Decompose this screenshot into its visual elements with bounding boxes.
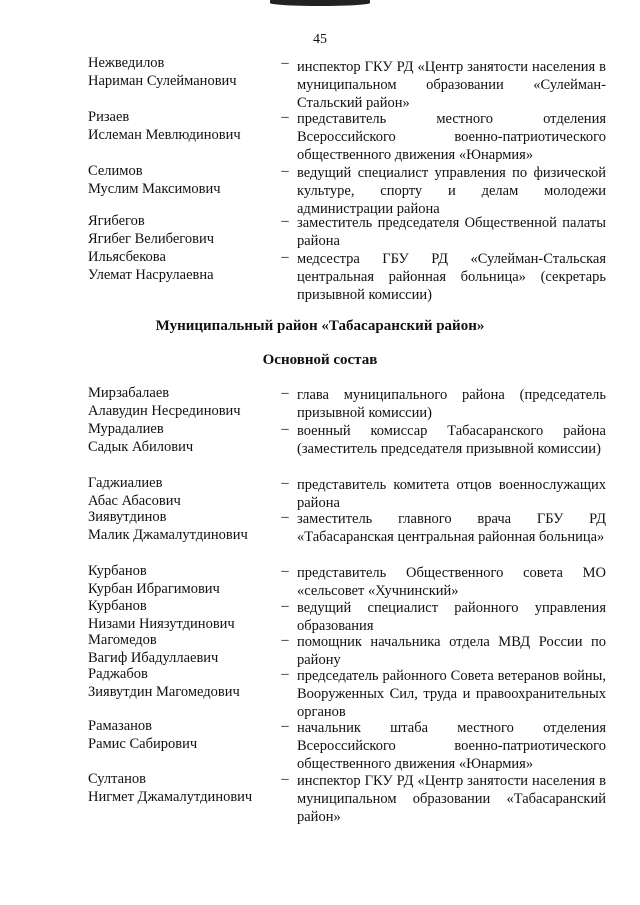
- district-heading: Муниципальный район «Табасаранский район»: [155, 318, 485, 334]
- dash: –: [281, 563, 289, 579]
- dash: –: [281, 718, 289, 734]
- member-name: [88, 597, 278, 633]
- member-name: [88, 248, 278, 284]
- page-number: 45: [313, 32, 327, 47]
- member-given-name: Алавудин Несрединович: [88, 403, 241, 419]
- member-surname: Курбанов: [88, 598, 147, 614]
- member-role: ведущий специалист районного управления образования: [297, 600, 606, 634]
- member-given-name: Ислеман Мевлюдинович: [88, 127, 241, 143]
- member-given-name: Садык Абилович: [88, 439, 194, 455]
- dash: –: [281, 632, 289, 648]
- member-role: военный комиссар Табасаранского района (заместитель председателя призывной комиссии): [297, 423, 606, 457]
- member-name: [88, 420, 278, 456]
- member-name: [88, 162, 278, 198]
- member-name: [88, 108, 278, 144]
- dash: –: [281, 213, 289, 229]
- member-role: инспектор ГКУ РД «Центр занятости населения в муниципальном образовании «Сулейман-Стальский район»: [297, 59, 606, 111]
- member-surname: Ризаев: [88, 109, 130, 125]
- member-role: начальник штаба местного отделения Всероссийского военно-патриотического общественного движения «Юнармия»: [297, 720, 606, 772]
- composition-heading: Основной состав: [262, 352, 378, 368]
- member-given-name: Вагиф Ибадуллаевич: [88, 650, 219, 666]
- member-given-name: Ягибег Велибегович: [88, 231, 215, 247]
- member-name: [88, 717, 278, 753]
- dash: –: [281, 163, 289, 179]
- member-role: инспектор ГКУ РД «Центр занятости населения в муниципальном образовании «Табасаранский район»: [297, 773, 606, 825]
- member-role: заместитель председателя Общественной палаты района: [297, 215, 606, 249]
- member-role: представитель местного отделения Всероссийского военно-патриотического общественного движения «Юнармия»: [297, 111, 606, 163]
- member-surname: Ильясбекова: [88, 249, 166, 265]
- member-surname: Нежведилов: [88, 55, 165, 71]
- dash: –: [281, 109, 289, 125]
- dash: –: [281, 55, 289, 71]
- dash: –: [281, 385, 289, 401]
- dash: –: [281, 249, 289, 265]
- dash: –: [281, 475, 289, 491]
- member-given-name: Нариман Сулейманович: [88, 73, 237, 89]
- member-name: [88, 474, 278, 510]
- member-role: медсестра ГБУ РД «Сулейман-Стальская центральная районная больница» (секретарь призывной комиссии): [297, 251, 606, 303]
- member-given-name: Улемат Насрулаевна: [88, 267, 214, 283]
- member-given-name: Курбан Ибрагимович: [88, 581, 220, 597]
- member-name: [88, 562, 278, 598]
- member-name: [88, 770, 278, 806]
- member-surname: Гаджиалиев: [88, 475, 163, 491]
- member-surname: Султанов: [88, 771, 146, 787]
- dash: –: [281, 771, 289, 787]
- member-surname: Мирзабалаев: [88, 385, 170, 401]
- member-given-name: Абас Абасович: [88, 493, 181, 509]
- member-role: представитель Общественного совета МО «сельсовет «Хучнинский»: [297, 565, 606, 599]
- member-role: помощник начальника отдела МВД России по району: [297, 634, 606, 668]
- member-given-name: Муслим Максимович: [88, 181, 221, 197]
- member-role: заместитель главного врача ГБУ РД «Табасаранская центральная районная больница»: [297, 511, 606, 545]
- dash: –: [281, 666, 289, 682]
- member-name: [88, 508, 278, 544]
- member-surname: Селимов: [88, 163, 143, 179]
- dash: –: [281, 598, 289, 614]
- dash: –: [281, 509, 289, 525]
- member-given-name: Зиявутдин Магомедович: [88, 684, 240, 700]
- member-name: [88, 631, 278, 667]
- member-role: глава муниципального района (председатель призывной комиссии): [297, 387, 606, 421]
- member-name: [88, 212, 278, 248]
- member-surname: Мурадалиев: [88, 421, 164, 437]
- member-role: председатель районного Совета ветеранов войны, Вооруженных Сил, труда и правоохранительных органов: [297, 668, 606, 720]
- scan-top-mark: [270, 0, 370, 6]
- member-name: [88, 384, 278, 420]
- member-surname: Ягибегов: [88, 213, 145, 229]
- member-role: ведущий специалист управления по физической культуре, спорту и делам молодежи администрации района: [297, 165, 606, 217]
- member-role: представитель комитета отцов военнослужащих района: [297, 477, 606, 511]
- member-surname: Зиявутдинов: [88, 509, 167, 525]
- dash: –: [281, 421, 289, 437]
- member-surname: Магомедов: [88, 632, 157, 648]
- member-surname: Раджабов: [88, 666, 148, 682]
- member-surname: Рамазанов: [88, 718, 153, 734]
- member-given-name: Низами Ниязутдинович: [88, 616, 235, 632]
- member-given-name: Малик Джамалутдинович: [88, 527, 248, 543]
- member-given-name: Рамис Сабирович: [88, 736, 198, 752]
- member-surname: Курбанов: [88, 563, 147, 579]
- member-name: [88, 54, 278, 90]
- member-given-name: Нигмет Джамалутдинович: [88, 789, 253, 805]
- member-name: [88, 665, 278, 701]
